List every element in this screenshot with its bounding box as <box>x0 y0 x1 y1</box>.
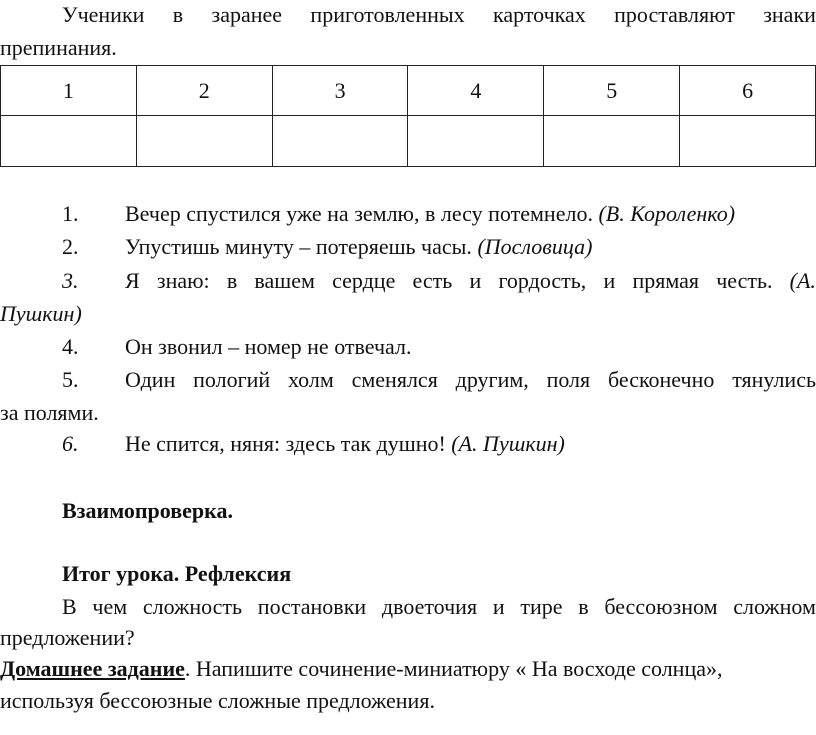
sentence-text: Упустишь минуту – потеряешь часы. <box>125 234 472 259</box>
question-word: сложность <box>142 594 243 619</box>
table-header-cell: 4 <box>408 66 544 116</box>
sentence-source: (В. Короленко) <box>598 201 736 226</box>
sentence-word: есть <box>412 268 453 293</box>
sentence-word: вашем <box>254 268 315 293</box>
sentence-word: Я <box>125 268 140 293</box>
sentence-word: пологий <box>193 367 271 392</box>
sentence-word: Один <box>125 367 176 392</box>
list-item <box>125 433 565 455</box>
summary-heading: Итог урока. Рефлексия <box>62 561 292 586</box>
sentence-word: сменялся <box>351 367 438 392</box>
question-word: постановки <box>257 594 367 619</box>
list-item-number: 5. <box>62 367 79 392</box>
sentence-source: (А. Пушкин) <box>451 431 565 456</box>
sentence-word: в <box>226 268 238 293</box>
sentence-source: (Пословица) <box>477 234 593 259</box>
sentence-word: гордость, <box>498 268 587 293</box>
intro-word: в <box>172 2 184 27</box>
intro-word: проставляют <box>614 2 735 27</box>
sentence-text: Он звонил – номер не отвечал. <box>125 334 412 359</box>
table-cell <box>680 116 816 167</box>
sentence-source-cont: Пушкин) <box>0 301 82 326</box>
table-header-cell: 2 <box>136 66 272 116</box>
homework-label: Домашнее задание <box>0 656 185 681</box>
sentence-word: и <box>469 268 482 293</box>
sentence-word: честь. <box>716 268 773 293</box>
sentence-word: прямая <box>632 268 699 293</box>
list-item <box>125 270 816 292</box>
question-word: чем <box>92 594 128 619</box>
intro-word: приготовленных <box>310 2 465 27</box>
list-item <box>125 369 816 391</box>
list-item-number: 2. <box>62 234 79 259</box>
list-item <box>125 336 412 358</box>
intro-line-2: препинания. <box>0 35 117 60</box>
question-line-2: предложении? <box>0 625 135 650</box>
sentence-word: сердце <box>332 268 396 293</box>
intro-word: карточках <box>493 2 586 27</box>
table-cell <box>136 116 272 167</box>
table-cell <box>544 116 680 167</box>
question-word: тире <box>520 594 563 619</box>
intro-word: знаки <box>763 2 816 27</box>
intro-word: заранее <box>211 2 283 27</box>
table-header-row <box>1 66 816 116</box>
sentence-word: холм <box>288 367 334 392</box>
sentence-word: поля <box>546 367 591 392</box>
question-word: двоеточия <box>381 594 478 619</box>
list-item-number: 1. <box>62 201 79 226</box>
table-header-cell: 6 <box>680 66 816 116</box>
table-row <box>1 116 816 167</box>
sentence-source: (А. <box>789 268 816 293</box>
homework-line-2: используя бессоюзные сложные предложения. <box>0 688 435 713</box>
homework-text: . Напишите сочинение-миниатюру « На восходе солнца», <box>184 656 723 681</box>
intro-line-1 <box>62 4 816 26</box>
table-header-cell: 3 <box>272 66 408 116</box>
list-item-number: 6. <box>62 431 79 456</box>
sentence-word: другим, <box>455 367 529 392</box>
question-word: бессоюзном <box>604 594 718 619</box>
question-word: В <box>62 594 77 619</box>
list-item-number: 4. <box>62 334 79 359</box>
homework-line-1 <box>0 658 723 680</box>
sentence-word: знаю: <box>156 268 210 293</box>
list-item-number: 3. <box>62 268 79 293</box>
table-cell <box>1 116 137 167</box>
sentence-word: и <box>603 268 616 293</box>
sentence-text: Вечер спустился уже на землю, в лесу потемнело. <box>125 201 593 226</box>
question-line-1 <box>62 596 816 618</box>
table-cell <box>272 116 408 167</box>
question-word: сложном <box>733 594 816 619</box>
cards-table <box>0 65 816 167</box>
sentence-cont: за полями. <box>0 400 99 425</box>
list-item <box>125 203 735 225</box>
table-header-cell: 1 <box>1 66 137 116</box>
sentence-word: бесконечно <box>607 367 715 392</box>
table-cell <box>408 116 544 167</box>
sentence-text: Не спится, няня: здесь так душно! <box>125 431 446 456</box>
intro-word: Ученики <box>62 2 145 27</box>
sentence-word: тянулись <box>732 367 816 392</box>
peer-check-heading: Взаимопроверка. <box>62 498 233 523</box>
question-word: в <box>578 594 589 619</box>
question-word: и <box>492 594 505 619</box>
list-item <box>125 236 592 258</box>
table-header-cell: 5 <box>544 66 680 116</box>
